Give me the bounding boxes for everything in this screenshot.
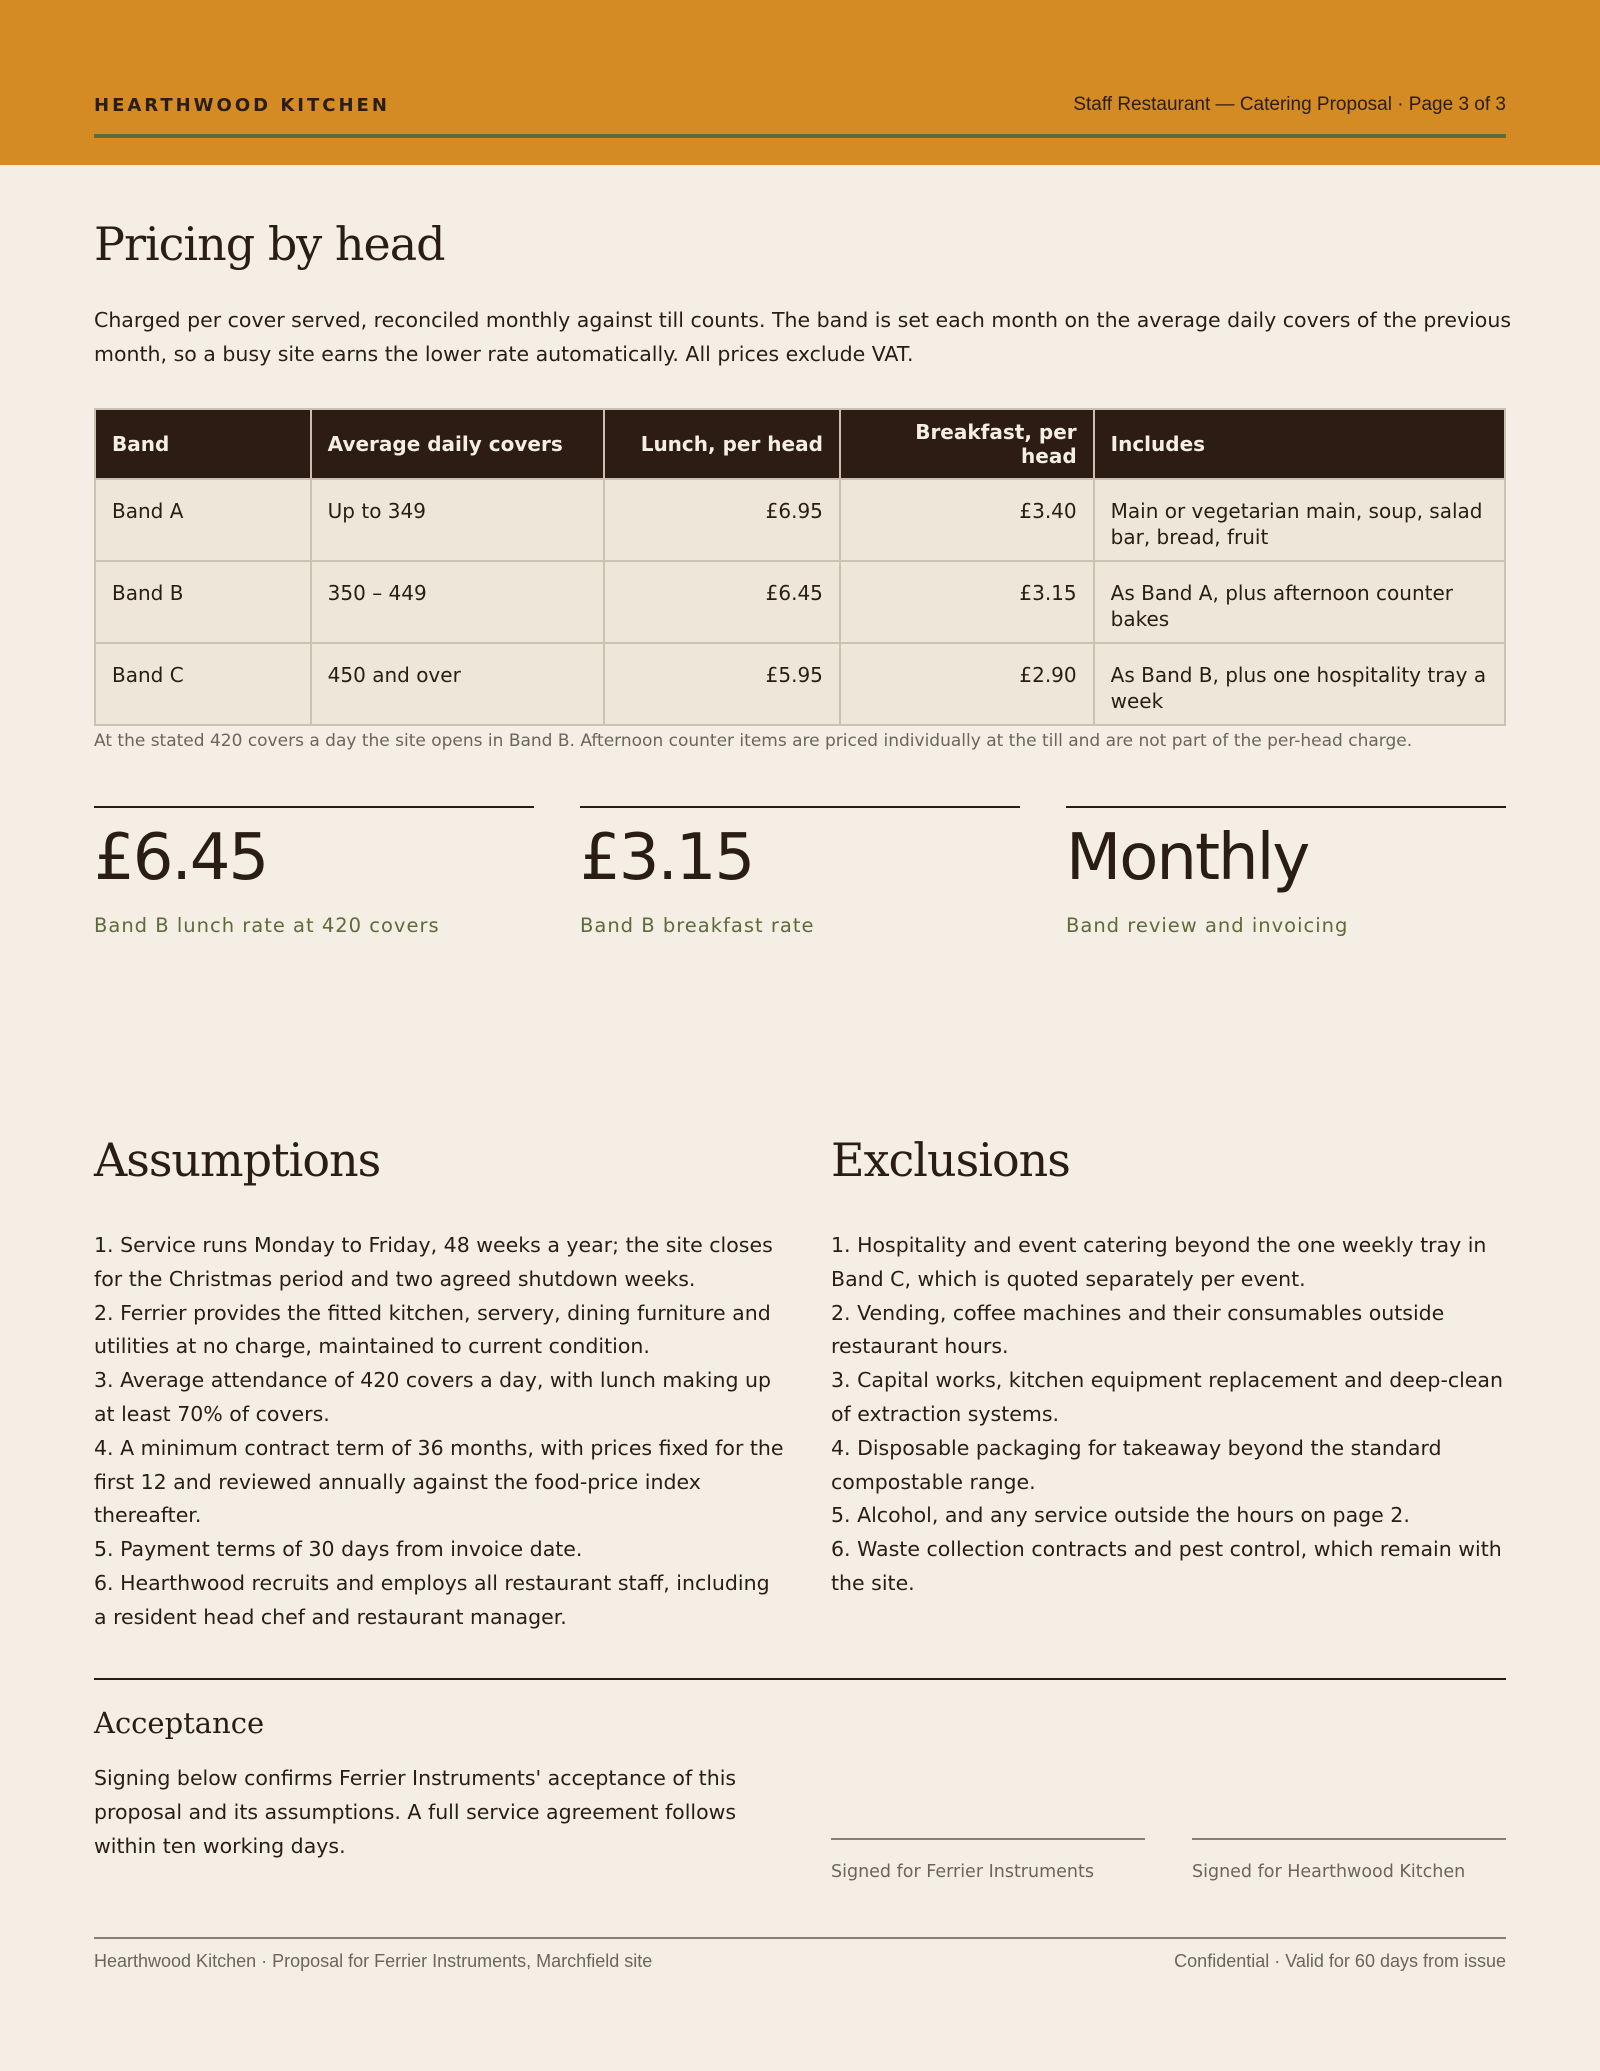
list-item: 6. Waste collection contracts and pest control, which remain with the site.: [831, 1537, 1502, 1595]
stat-label: Band B breakfast rate: [580, 914, 815, 937]
footer-right: Confidential · Valid for 60 days from issue: [1174, 1951, 1506, 1971]
table-footnote: At the stated 420 covers a day the site opens in Band B. Afternoon counter items are priced individually at the till and are not part of the per-head charge.: [94, 731, 1413, 751]
covers-cell: 350 – 449: [311, 561, 605, 643]
breakfast-price-cell: £3.40: [840, 479, 1094, 561]
list-item: 4. Disposable packaging for takeaway beyond the standard compostable range.: [831, 1435, 1442, 1494]
page-header: [0, 0, 1600, 165]
includes-cell: Main or vegetarian main, soup, salad bar, bread, fruit: [1094, 479, 1505, 561]
assumptions-title: Assumptions: [94, 1133, 381, 1187]
table-row: [95, 643, 1505, 725]
lunch-price-cell: £6.95: [604, 479, 840, 561]
list-item: 2. Ferrier provides the fitted kitchen, servery, dining furniture and utilities at no charge, maintained to current condition.: [94, 1300, 771, 1359]
covers-cell: Up to 349: [311, 479, 605, 561]
footer-divider: [94, 1937, 1506, 1939]
acceptance-text: Signing below confirms Ferrier Instruments' acceptance of this proposal and its assumptions. A full service agreement follows within ten working days.: [94, 1766, 737, 1858]
signature-caption: Signed for Hearthwood Kitchen: [1192, 1862, 1466, 1882]
exclusions-list: [831, 1229, 1521, 1601]
brand-name: HEARTHWOOD KITCHEN: [94, 95, 390, 116]
signature-caption: Signed for Ferrier Instruments: [831, 1862, 1094, 1882]
stat-value: £6.45: [94, 821, 268, 895]
lunch-price-cell: £5.95: [604, 643, 840, 725]
signature-line-client[interactable]: [831, 1838, 1145, 1882]
list-item: 3. Average attendance of 420 covers a day, with lunch making up at least 70% of covers.: [94, 1368, 772, 1426]
stat-lunch-rate: [94, 806, 534, 937]
stat-label: Band B lunch rate at 420 covers: [94, 914, 440, 937]
acceptance-divider: [94, 1678, 1506, 1680]
exclusions-title: Exclusions: [831, 1133, 1070, 1187]
list-item: 6. Hearthwood recruits and employs all restaurant staff, including a resident head chef and restaurant manager.: [94, 1570, 770, 1629]
list-item: 5. Alcohol, and any service outside the hours on page 2.: [831, 1503, 1410, 1528]
footer-left: Hearthwood Kitchen · Proposal for Ferrier Instruments, Marchfield site: [94, 1951, 653, 1971]
list-item: 1. Hospitality and event catering beyond the one weekly tray in Band C, which is quoted separately per event.: [831, 1233, 1487, 1291]
table-row: [95, 479, 1505, 561]
band-cell: Band B: [95, 561, 311, 643]
pricing-table: [94, 408, 1506, 726]
stat-value: £3.15: [580, 821, 754, 895]
signature-line-vendor[interactable]: [1192, 1838, 1506, 1882]
stat-label: Band review and invoicing: [1066, 914, 1349, 937]
column-header: Includes: [1094, 409, 1505, 479]
includes-cell: As Band B, plus one hospitality tray a week: [1094, 643, 1505, 725]
table-row: [95, 561, 1505, 643]
includes-cell: As Band A, plus afternoon counter bakes: [1094, 561, 1505, 643]
list-item: 1. Service runs Monday to Friday, 48 weeks a year; the site closes for the Christmas period and two agreed shutdown weeks.: [94, 1233, 773, 1291]
acceptance-title: Acceptance: [94, 1706, 265, 1740]
list-item: 4. A minimum contract term of 36 months, with prices fixed for the first 12 and reviewed annually against the food-price index thereafter.: [94, 1435, 784, 1528]
band-cell: Band A: [95, 479, 311, 561]
stat-value: Monthly: [1066, 821, 1309, 895]
breakfast-price-cell: £3.15: [840, 561, 1094, 643]
pricing-intro: Charged per cover served, reconciled monthly against till counts. The band is set each month on the average daily covers of the previous month, so a busy site earns the lower rate automatically. All prices exclude VAT.: [94, 308, 1512, 366]
list-item: 5. Payment terms of 30 days from invoice date.: [94, 1537, 583, 1562]
covers-cell: 450 and over: [311, 643, 605, 725]
assumptions-list: [94, 1229, 784, 1635]
column-header: Band: [95, 409, 311, 479]
column-header: Breakfast, per head: [840, 409, 1094, 479]
stat-review-cycle: [1066, 806, 1506, 937]
header-divider: [94, 134, 1506, 138]
column-header: Lunch, per head: [604, 409, 840, 479]
list-item: 3. Capital works, kitchen equipment replacement and deep-clean of extraction systems.: [831, 1368, 1503, 1426]
column-header: Average daily covers: [311, 409, 605, 479]
table-header-row: [95, 409, 1505, 479]
breakfast-price-cell: £2.90: [840, 643, 1094, 725]
page-reference: Staff Restaurant — Catering Proposal · Page 3 of 3: [1073, 94, 1506, 115]
band-cell: Band C: [95, 643, 311, 725]
lunch-price-cell: £6.45: [604, 561, 840, 643]
list-item: 2. Vending, coffee machines and their consumables outside restaurant hours.: [831, 1300, 1445, 1359]
stat-breakfast-rate: [580, 806, 1020, 937]
pricing-title: Pricing by head: [94, 217, 445, 271]
